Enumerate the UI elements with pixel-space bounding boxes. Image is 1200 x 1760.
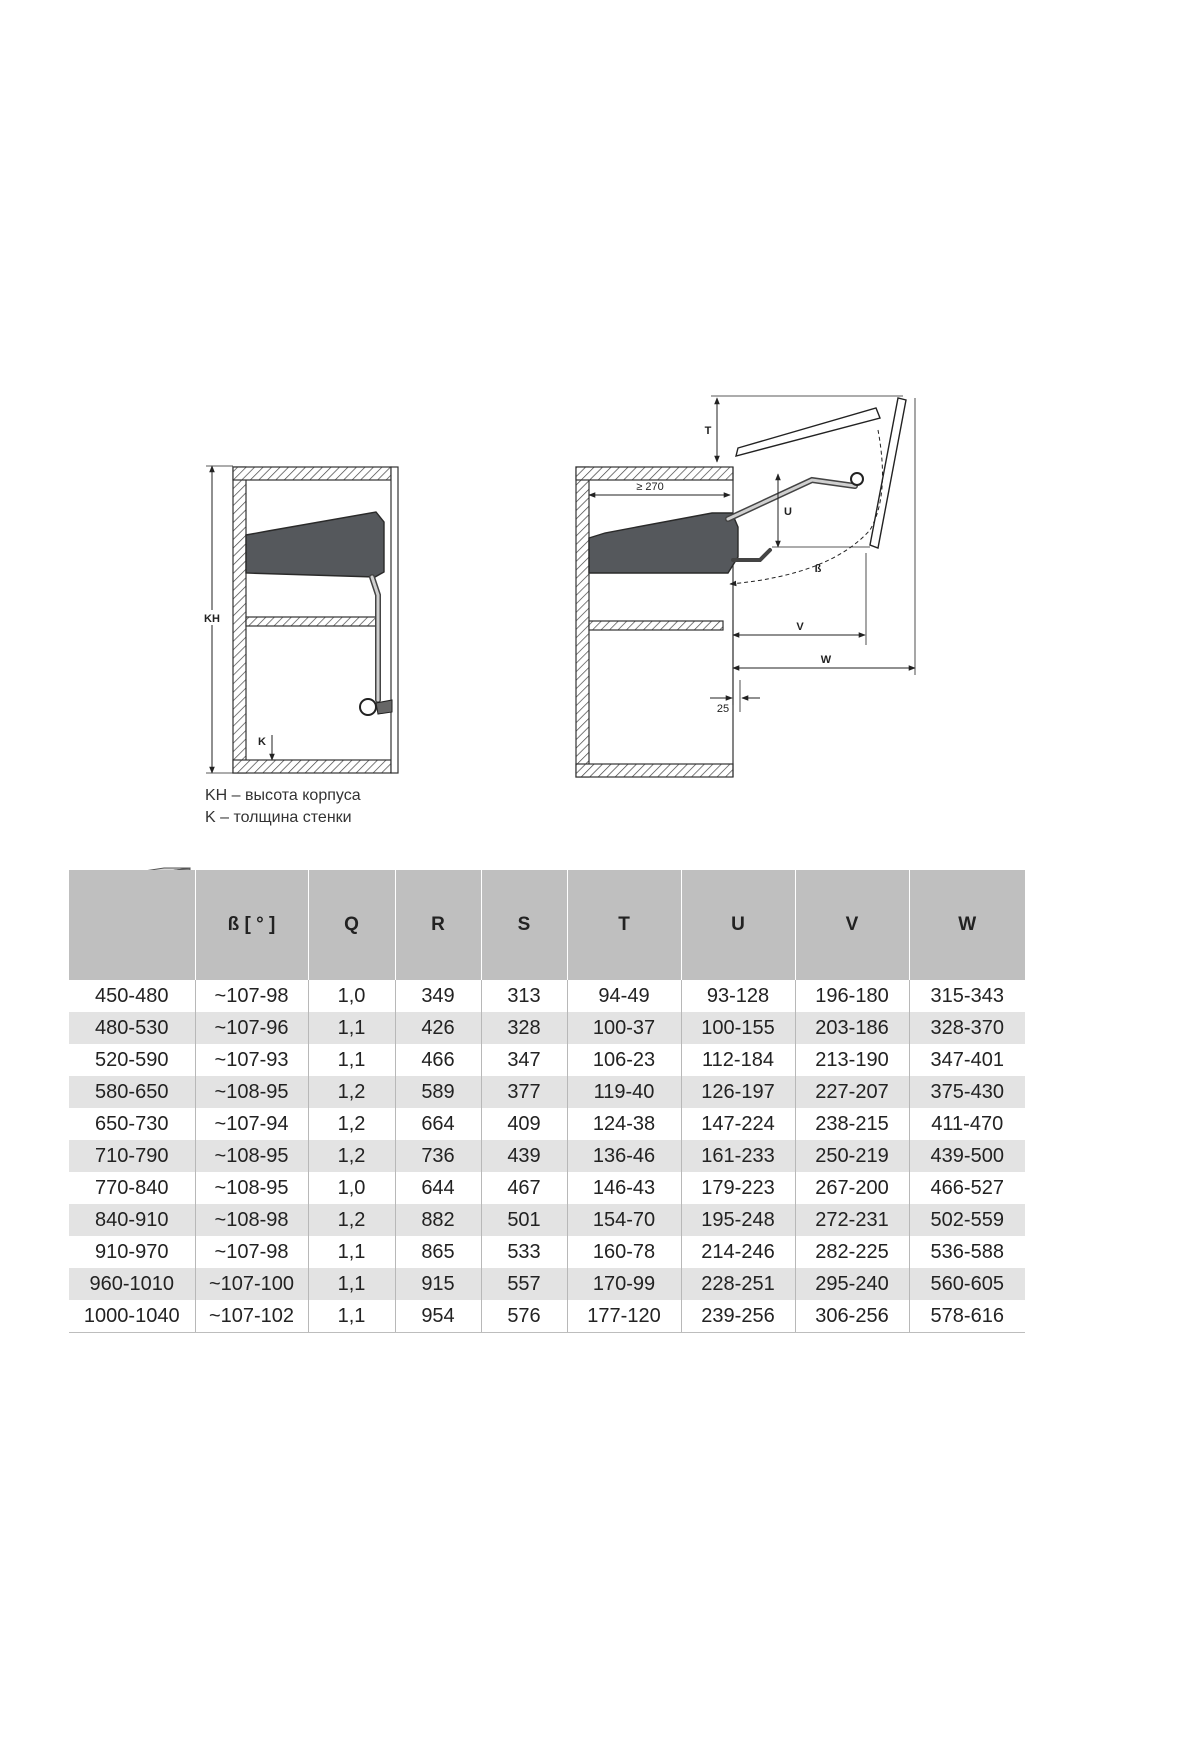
table-cell: 315-343 [909,980,1025,1012]
table-cell: 347-401 [909,1044,1025,1076]
table-row [69,1236,1025,1268]
table-cell: 411-470 [909,1108,1025,1140]
table-cell: ~108-95 [195,1172,308,1204]
table-cell: 840-910 [69,1204,195,1236]
table-cell: 239-256 [681,1300,795,1333]
header-t: T [567,870,681,980]
table-header-row [69,870,1025,980]
table-row [69,1140,1025,1172]
right-hinge [851,473,863,485]
t-label: T [704,425,712,437]
table-cell: ~107-100 [195,1268,308,1300]
table-cell: 179-223 [681,1172,795,1204]
table-cell: 126-197 [681,1076,795,1108]
table-row [69,1108,1025,1140]
left-cabinet-shelf [246,617,380,626]
table-cell: 865 [395,1236,481,1268]
depth-label: ≥ 270 [636,481,664,493]
table-cell: 1,1 [308,1044,395,1076]
table-cell: 195-248 [681,1204,795,1236]
table-cell: ~107-94 [195,1108,308,1140]
table-cell: 954 [395,1300,481,1333]
table-cell: 214-246 [681,1236,795,1268]
header-u: U [681,870,795,980]
table-row [69,1300,1025,1333]
table-cell: 644 [395,1172,481,1204]
table-cell: 1000-1040 [69,1300,195,1333]
table-cell: 272-231 [795,1204,909,1236]
header-cabinet-height-icon-cell [69,870,195,980]
table-row [69,1172,1025,1204]
table-row [69,1012,1025,1044]
table-cell: 136-46 [567,1140,681,1172]
table-cell: 910-970 [69,1236,195,1268]
table-cell: 147-224 [681,1108,795,1140]
table-cell: 100-155 [681,1012,795,1044]
right-cabinet-side-wall [576,467,589,777]
w-label: W [820,654,832,666]
table-cell: ~108-95 [195,1140,308,1172]
table-cell: 501 [481,1204,567,1236]
table-cell: 450-480 [69,980,195,1012]
table-cell: 467 [481,1172,567,1204]
table-cell: ~107-98 [195,1236,308,1268]
table-cell: 710-790 [69,1140,195,1172]
table-cell: ~107-93 [195,1044,308,1076]
table-cell: 770-840 [69,1172,195,1204]
table-cell: 377 [481,1076,567,1108]
table-cell: 533 [481,1236,567,1268]
table-cell: 100-37 [567,1012,681,1044]
table-cell: 196-180 [795,980,909,1012]
table-cell: 160-78 [567,1236,681,1268]
table-cell: 960-1010 [69,1268,195,1300]
header-v: V [795,870,909,980]
table-cell: 328-370 [909,1012,1025,1044]
table-cell: 94-49 [567,980,681,1012]
open-door-panel-front [870,398,906,548]
table-cell: 650-730 [69,1108,195,1140]
legend-kh-line: KH – высота корпуса [205,787,361,804]
header-r: R [395,870,481,980]
table-cell: 203-186 [795,1012,909,1044]
right-cabinet-top-wall [576,467,733,480]
left-cabinet-drawing [199,466,398,773]
v-label: V [796,621,804,633]
table-cell: 238-215 [795,1108,909,1140]
table-cell: 1,1 [308,1268,395,1300]
table-cell: 580-650 [69,1076,195,1108]
table-cell: 578-616 [909,1300,1025,1333]
right-cabinet-bottom-wall [576,764,733,777]
table-cell: 106-23 [567,1044,681,1076]
table-cell: 295-240 [795,1268,909,1300]
table-cell: 560-605 [909,1268,1025,1300]
table-cell: 1,2 [308,1108,395,1140]
left-lift-housing [246,512,384,577]
table-cell: 502-559 [909,1204,1025,1236]
table-cell: 228-251 [681,1268,795,1300]
table-cell: 1,2 [308,1076,395,1108]
table-cell: 213-190 [795,1044,909,1076]
table-cell: 426 [395,1012,481,1044]
table-cell: 466-527 [909,1172,1025,1204]
table-cell: 409 [481,1108,567,1140]
table-cell: 119-40 [567,1076,681,1108]
table-cell: 576 [481,1300,567,1333]
left-hinge [360,699,376,715]
legend-k-line: K – толщина стенки [205,809,352,826]
table-cell: 227-207 [795,1076,909,1108]
table-cell: 306-256 [795,1300,909,1333]
table-cell: 347 [481,1044,567,1076]
table-cell: ~107-96 [195,1012,308,1044]
specification-table [69,870,1025,1333]
header-w: W [909,870,1025,980]
table-cell: 146-43 [567,1172,681,1204]
left-cabinet-top-wall [233,467,391,480]
header-beta: ß [ ° ] [195,870,308,980]
table-cell: 267-200 [795,1172,909,1204]
table-cell: 589 [395,1076,481,1108]
table-cell: 1,2 [308,1140,395,1172]
table-cell: 282-225 [795,1236,909,1268]
table-cell: 915 [395,1268,481,1300]
right-cabinet-drawing [576,396,915,777]
k-label: K [258,736,266,748]
table-cell: 439 [481,1140,567,1172]
table-cell: 1,2 [308,1204,395,1236]
table-cell: 1,0 [308,980,395,1012]
table-cell: 161-233 [681,1140,795,1172]
table-cell: 328 [481,1012,567,1044]
table-cell: 1,0 [308,1172,395,1204]
open-door-panel-upper [736,408,880,456]
table-cell: 466 [395,1044,481,1076]
table-row [69,1204,1025,1236]
table-cell: ~107-102 [195,1300,308,1333]
right-lift-housing [589,513,738,573]
table-cell: 557 [481,1268,567,1300]
table-row [69,1268,1025,1300]
table-cell: 170-99 [567,1268,681,1300]
table-row [69,1044,1025,1076]
table-cell: 250-219 [795,1140,909,1172]
header-s: S [481,870,567,980]
left-cabinet-side-wall [233,467,246,773]
table-cell: 1,1 [308,1300,395,1333]
table-cell: 124-38 [567,1108,681,1140]
table-cell: 536-588 [909,1236,1025,1268]
table-cell: 375-430 [909,1076,1025,1108]
beta-label: ß [814,563,822,575]
left-cabinet-bottom-wall [233,760,391,773]
table-cell: 177-120 [567,1300,681,1333]
table-cell: 882 [395,1204,481,1236]
table-cell: 93-128 [681,980,795,1012]
table-cell: ~108-95 [195,1076,308,1108]
table-cell: 480-530 [69,1012,195,1044]
offset-label: 25 [716,703,730,715]
left-hinge-plate [376,700,392,714]
table-cell: 112-184 [681,1044,795,1076]
left-cabinet-front-door [391,467,398,773]
kh-label: KH [204,613,220,625]
table-cell: 520-590 [69,1044,195,1076]
u-label: U [784,506,792,518]
table-row [69,980,1025,1012]
table-cell: 439-500 [909,1140,1025,1172]
header-q: Q [308,870,395,980]
table-cell: 1,1 [308,1236,395,1268]
table-row [69,1076,1025,1108]
table-cell: 313 [481,980,567,1012]
table-cell: ~107-98 [195,980,308,1012]
table-cell: 154-70 [567,1204,681,1236]
right-cabinet-shelf [589,621,723,630]
table-cell: 1,1 [308,1012,395,1044]
diagram-legend [205,785,361,829]
table-cell: ~108-98 [195,1204,308,1236]
table-cell: 664 [395,1108,481,1140]
table-cell: 349 [395,980,481,1012]
table-cell: 736 [395,1140,481,1172]
